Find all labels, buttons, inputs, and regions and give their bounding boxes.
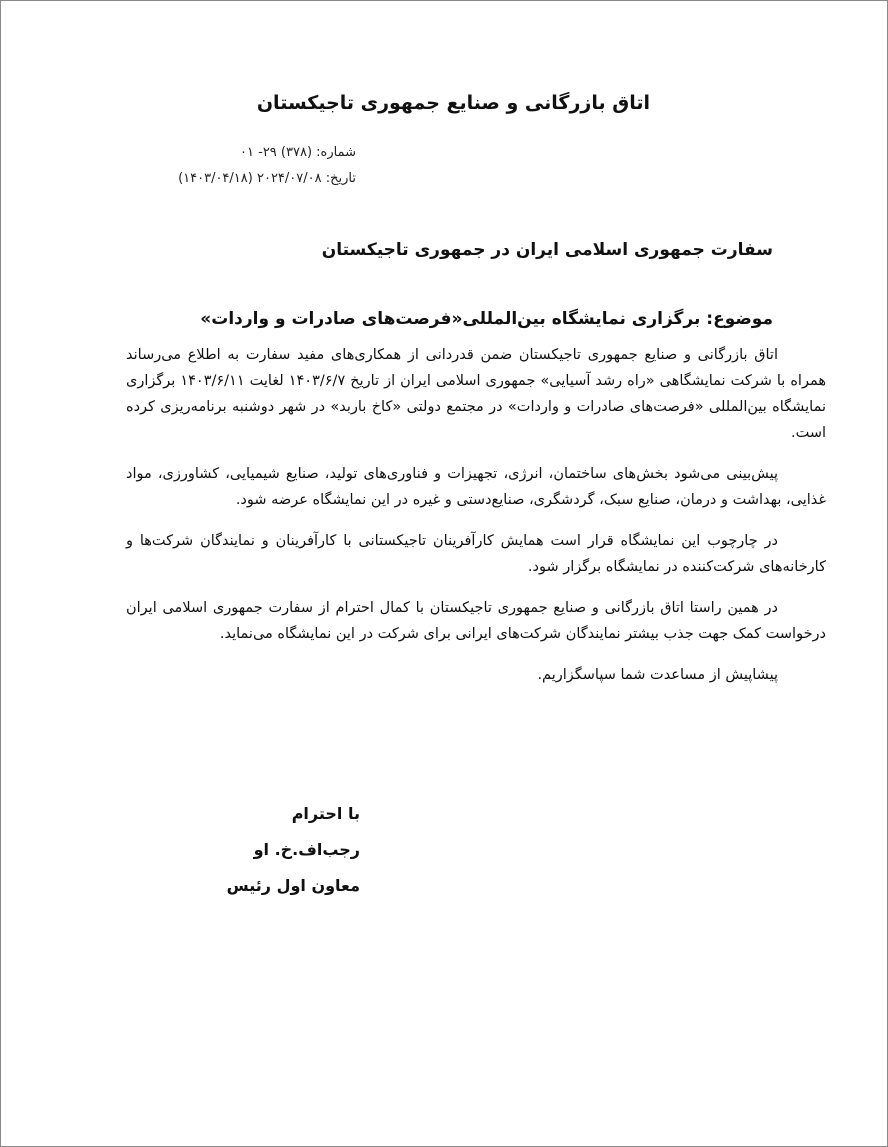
body-paragraph: در چارچوب این نمایشگاه قرار است همایش کارآفرینان تاجیکستانی با کارآفرینان و نمایندگان شرکت‌ها و کارخانه‌های شرکت‌کننده در نمایشگاه برگزار شود. [126, 533, 826, 575]
letter-body [126, 342, 826, 703]
organization-title: اتاق بازرگانی و صنایع جمهوری تاجیکستان [256, 92, 650, 114]
recipient-line: سفارت جمهوری اسلامی ایران در جمهوری تاجیکستان [321, 240, 773, 260]
signature-salutation: با احترام [291, 804, 360, 823]
body-paragraph: پیش‌بینی می‌شود بخش‌های ساختمان، انرژی، تجهیزات و فناوری‌های تولید، صنایع شیمیایی، کشاورزی، مواد غذایی، بهداشت و درمان، صنایع سبک، گردشگری، صنایع‌دستی و غیره در این نمایشگاه عرضه شود. [126, 466, 826, 508]
letter-number: شماره: (۳۷۸) ۲۹- ۰۱ [240, 145, 356, 160]
closing-line: پیشاپیش از مساعدت شما سپاسگزاریم. [537, 667, 778, 683]
subject-line: موضوع: برگزاری نمایشگاه بین‌المللی«فرصت‌های صادرات و واردات» [200, 309, 773, 329]
letter-date: تاریخ: ۲۰۲۴/۰۷/۰۸ (۱۴۰۳/۰۴/۱۸) [178, 171, 356, 186]
signature-position: معاون اول رئیس [226, 876, 360, 895]
body-paragraph: اتاق بازرگانی و صنایع جمهوری تاجیکستان ضمن قدردانی از همکاری‌های مفید سفارت به اطلاع می‌رساند همراه با شرکت نمایشگاهی «راه رشد آسیایی» جمهوری اسلامی ایران از تاریخ ۱۴۰۳/۶/۷ لغایت ۱۴۰۳/۶/۱۱ برگزاری نمایشگاه بین‌المللی «فرصت‌های صادرات و واردات» در مجتمع دولتی «کاخ باربد» در شهر دوشنبه برنامه‌ریزی کرده است. [126, 347, 826, 441]
signature-block [227, 796, 360, 904]
signature-name: رجب‌اف.خ. او [253, 840, 360, 859]
body-paragraph: در همین راستا اتاق بازرگانی و صنایع جمهوری تاجیکستان با کمال احترام از سفارت جمهوری اسلامی ایران درخواست کمک جهت جذب بیشتر نمایندگان شرکت‌های ایرانی برای شرکت در این نمایشگاه می‌نماید. [126, 600, 826, 642]
